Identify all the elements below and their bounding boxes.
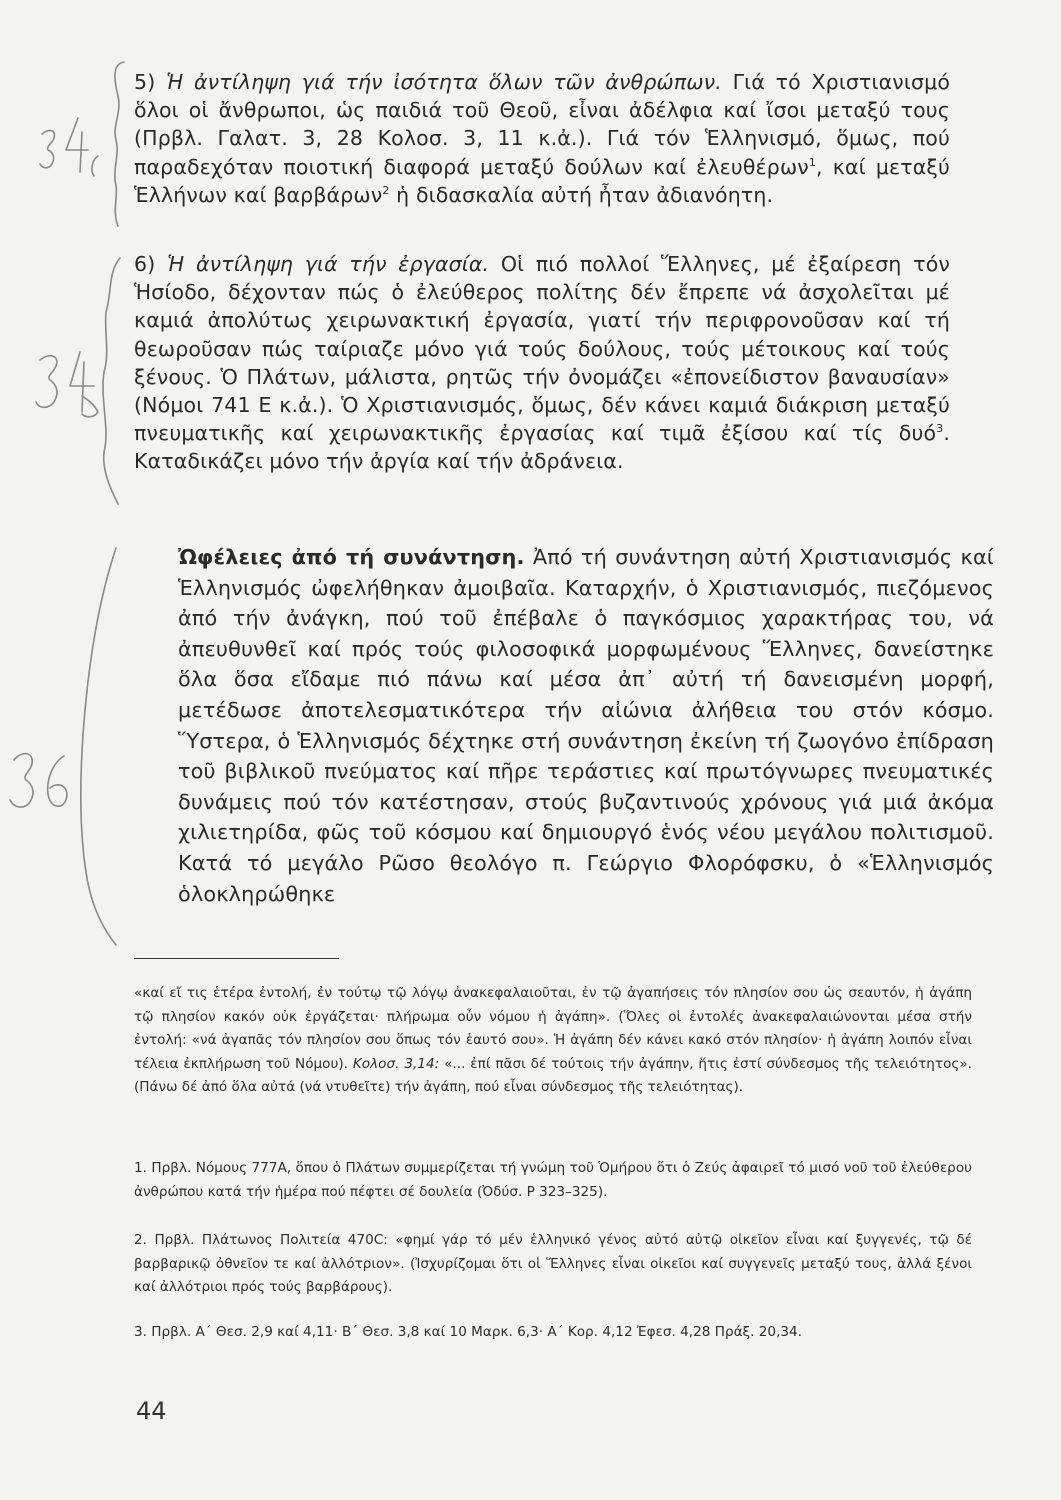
footnote-separator	[134, 958, 339, 959]
item-6-heading: Ἡ ἀντίληψη γιά τήν ἐργασία.	[167, 252, 490, 276]
item-5-text-a: Γιά τό Χριστιανισμό ὅλοι οἱ ἄνθρωποι, ὡς παιδιά τοῦ Θεοῦ, εἶναι ἀδέλφια καί ἴσοι μεταξύ τους (Πρβλ. Γαλατ. 3, 28 Κολοσ. 3, 11 κ.ἀ.). Γιά τόν Ἑλληνισμό, ὅμως, πού παραδεχόταν ποιοτική διαφορά μεταξύ δούλων καί ἐλευθέρων	[134, 70, 951, 179]
paragraph-item-6	[134, 250, 950, 476]
item-5-label: 5)	[134, 70, 156, 94]
item-6-text-b: . Καταδικάζει μόνο τήν ἀργία καί τήν ἀδράνεια.	[134, 421, 950, 474]
footnote-3: 3. Πρβλ. Α΄ Θεσ. 2,9 καί 4,11· Β΄ Θεσ. 3,8 καί 10 Μαρκ. 6,3· Α΄ Κορ. 4,12 Ἐφεσ. 4,28 Πράξ. 20,34.	[134, 1324, 803, 1340]
benefits-text: Ἀπό τή συνάντηση αὐτή Χριστιανισμός καί Ἑλληνισμός ὠφελήθηκαν ἀμοιβαῖα. Καταρχήν, ὁ Χριστιανισμός, πιεζόμενος ἀπό τήν ἀνάγκη, πού τοῦ ἐπέβαλε ὁ παγκόσμιος χαρακτήρας του, νά ἀπευθυνθεῖ καί πρός τούς φιλοσοφικά μορφωμένους Ἕλληνες, δανείστηκε ὅλα ὅσα εἴδαμε πιό πάνω καί μέσα ἀπ᾽ αὐτή τή δανεισμένη μορφή, μετέδωσε ἀποτελεσματικότερα τήν αἰώνια ἀλήθεια του στόν κόσμο. Ὕστερα, ὁ Ἑλληνισμός δέχτηκε στή συνάντηση ἐκείνη τή ζωογόνο ἐπίδραση τοῦ βιβλικοῦ πνεύματος καί πῆρε τεράστιες καί πρωτόγνωρες πνευματικές δυνάμεις πού τόν κατέστησαν, στούς βυζαντινούς χρόνους γιά μιά ἀκόμα χιλιετηρίδα, φῶς τοῦ κόσμου καί δημιουργό ἑνός νέου μεγάλου πολιτισμοῦ. Κατά τό μεγάλο Ρῶσο θεολόγο π. Γεώργιο Φλορόφσκυ, ὁ «Ἑλληνισμός ὁλοκληρώθηκε	[178, 545, 994, 906]
item-5-text-b: , καί μεταξύ Ἑλλήνων καί βαρβάρων	[134, 154, 951, 207]
footnote-1: 1. Πρβλ. Νόμους 777Α, ὅπου ὁ Πλάτων συμμερίζεται τή γνώμη τοῦ Ὁμήρου ὅτι ὁ Ζεύς ἀφαιρεῖ τό μισό νοῦ τοῦ ἐλεύθερου ἀνθρώπου κατά τήν ἡμέρα πού πέφτει σέ δουλεία (Ὀδύσ. Ρ 323–325).	[134, 1160, 972, 1200]
footnote-quote-ref: Κολοσ. 3,14:	[352, 1055, 440, 1072]
paragraph-item-5	[134, 68, 950, 209]
margin-bracket-3	[81, 548, 116, 945]
benefits-heading: Ὠφέλειες ἀπό τή συνάντηση.	[178, 545, 525, 569]
item-5-text-c: ἡ διδασκαλία αὐτή ἦταν ἀδιανόητη.	[389, 182, 774, 207]
footnote-quote-text-b: «... ἐπί πᾶσι δέ τούτοις τήν ἀγάπην, ἥτις ἐστί σύνδεσμος τῆς τελειότητος». (Πάνω δέ ἀπό ὅλα αὐτά (νά ντυθεῖτε) τήν ἀγάπη, πού εἶναι σύνδεσμος τῆς τελειότητας).	[134, 1055, 973, 1096]
page-number: 44	[136, 1397, 167, 1425]
footnote-quote-text-a: «καί εἴ τις ἑτέρα ἐντολή, ἐν τούτῳ τῷ λόγῳ ἀνακεφαλαιοῦται, ἐν τῷ ἀγαπήσεις τόν πλησίον σου ὡς σεαυτόν, ἡ ἀγάπη τῷ πλησίον κακόν οὐκ ἐργάζεται· πλήρωμα οὖν νόμου ἡ ἀγάπη». (Ὅλες οἱ ἐντολές ἀνακεφαλαιώνονται μέσα στήν ἐντολή: «νά ἀγαπᾶς τόν πλησίον σου ὅπως τόν ἑαυτό σου». Ἡ ἀγάπη δέν κάνει κακό στόν πλησίον· ἡ ἀγάπη λοιπόν εἶναι τέλεια ἐκπλήρωση τοῦ Νόμου).	[134, 985, 972, 1072]
footnote-ref-3[interactable]: 3	[936, 422, 944, 436]
margin-note-34-second	[36, 352, 98, 417]
margin-bracket-2	[103, 258, 120, 504]
footnote-quote	[134, 982, 972, 1100]
item-5-heading: Ἡ ἀντίληψη γιά τήν ἰσότητα ὅλων τῶν ἀνθρώπων.	[166, 70, 722, 94]
item-6-label: 6)	[134, 252, 156, 276]
margin-note-34-first	[40, 118, 98, 176]
footnote-2: 2. Πρβλ. Πλάτωνος Πολιτεία 470C: «φημί γάρ τό μέν ἑλληνικό γένος αὐτό αὐτῷ οἰκεῖον εἶναι καί ξυγγενές, τῷ δέ βαρβαρικῷ ὀθνεῖον τε καί ἀλλότριον». (Ἰσχυρίζομαι ὅτι οἱ Ἕλληνες εἶναι οἰκεῖοι καί συγγενεῖς μεταξύ τους, ἀλλά ξένοι καί ἀλλότριοι πρός τούς βαρβάρους).	[134, 1232, 972, 1296]
footnote-ref-1[interactable]: 1	[808, 155, 817, 169]
paragraph-benefits	[134, 542, 994, 909]
margin-note-36	[10, 754, 67, 807]
item-6-text-a: Οἱ πιό πολλοί Ἕλληνες, μέ ἐξαίρεση τόν Ἡσίοδο, δέχονταν πώς ὁ ἐλεύθερος πολίτης δέν ἔπρεπε νά ἀσχολεῖται μέ καμιά ἀπολύτως χειρωνακτική ἐργασία, γιατί τήν περιφρονοῦσαν καί τή θεωροῦσαν πώς ταίριαζε μόνο γιά τούς δούλους, τούς μέτοικους καί τούς ξένους. Ὁ Πλάτων, μάλιστα, ρητῶς τήν ὀνομάζει «ἐπονείδιστον βαναυσίαν» (Νόμοι 741 Ε κ.ἀ.). Ὁ Χριστιανισμός, ὅμως, δέν κάνει καμιά διάκριση μεταξύ πνευματικῆς καί χειρωνακτικῆς ἐργασίας καί τιμᾶ ἐξίσου καί τίς δυό	[134, 252, 950, 446]
margin-bracket-1	[115, 62, 124, 226]
footnote-ref-2[interactable]: 2	[382, 183, 390, 197]
